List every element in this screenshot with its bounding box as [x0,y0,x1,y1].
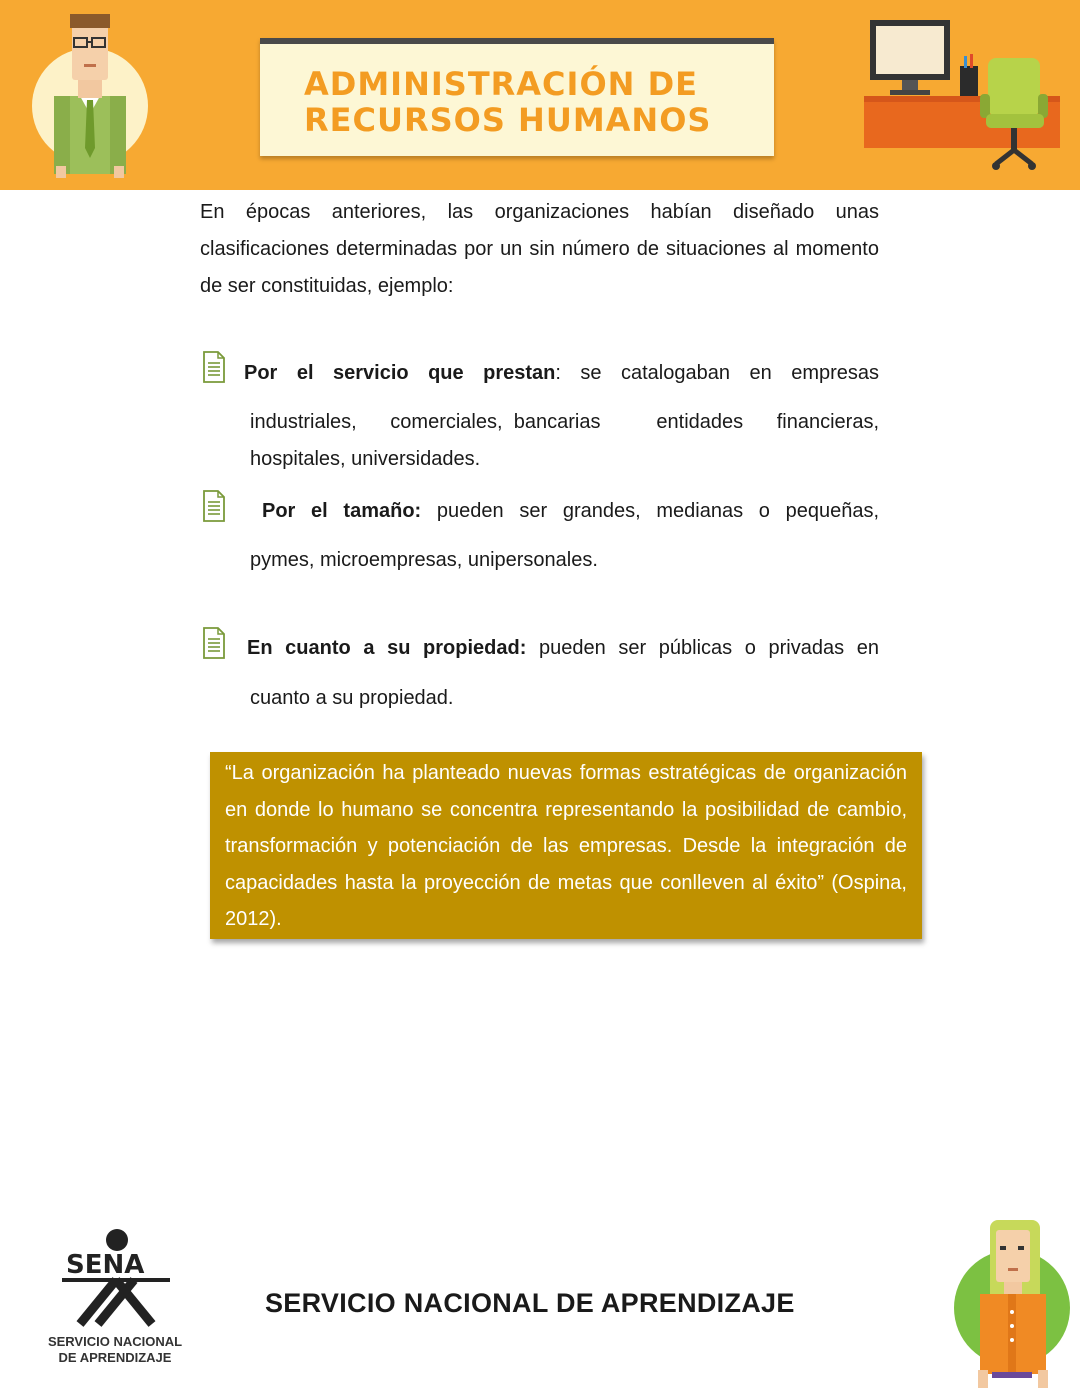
bullet-1-line-2: industriales, comerciales, bancarias entidades financieras, [250,411,879,433]
bullet-3-heading: En cuanto a su propiedad: [247,637,527,659]
document-icon [202,627,226,659]
sena-logo [40,1228,190,1338]
bullet-3-line-2: cuanto a su propiedad. [250,687,454,709]
bullet-2-line-1 [262,493,879,530]
quote-box [210,752,922,939]
sena-logo-subtitle-line-1: SERVICIO NACIONAL [47,1334,183,1349]
document-icon [202,351,226,383]
page-title-line-1: ADMINISTRACIÓN DE [304,65,698,103]
footer-title: SERVICIO NACIONAL DE APRENDIZAJE [265,1288,795,1318]
intro-paragraph: En épocas anteriores, las organizaciones habían diseñado unas clasificaciones determinadas por un sin número de situaciones al momento de ser constituidas, ejemplo: [200,201,879,297]
businessman-illustration [28,8,158,183]
bullet-1-text-1: : se catalogaban en empresas [555,362,880,384]
bullet-2-text-1: pueden ser grandes, medianas o pequeñas, [421,500,879,522]
bullet-3-line-1 [247,630,879,667]
quote-text: “La organización ha planteado nuevas formas estratégicas de organización en donde lo humano se concentra representando la posibilidad de cambio, transformación y potenciación de las empresas. Desde la integración de capacidades hasta la proyección de metas que conlleven al éxito” (Ospina, 2012). [225,762,907,930]
bullet-2-heading: Por el tamaño: [262,500,422,522]
sena-logo-subtitle-line-2: DE APRENDIZAJE [58,1350,172,1365]
bullet-1-line-3: hospitales, universidades. [250,448,481,470]
bullet-2-line-2: pymes, microempresas, unipersonales. [250,549,598,571]
bullet-3-text-1: pueden ser públicas o privadas en [526,637,879,659]
sena-logo-subtitle [40,1334,190,1366]
bullet-1-heading: Por el servicio que prestan [244,362,556,384]
woman-illustration [950,1212,1075,1392]
page-title-line-2: RECURSOS HUMANOS [304,101,712,139]
bullet-1-line-1 [244,355,879,392]
sena-logo-word: SENA [66,1250,145,1280]
office-desk-illustration [860,16,1065,176]
document-icon [202,490,226,522]
page-header [0,0,1080,190]
title-card [260,38,774,156]
